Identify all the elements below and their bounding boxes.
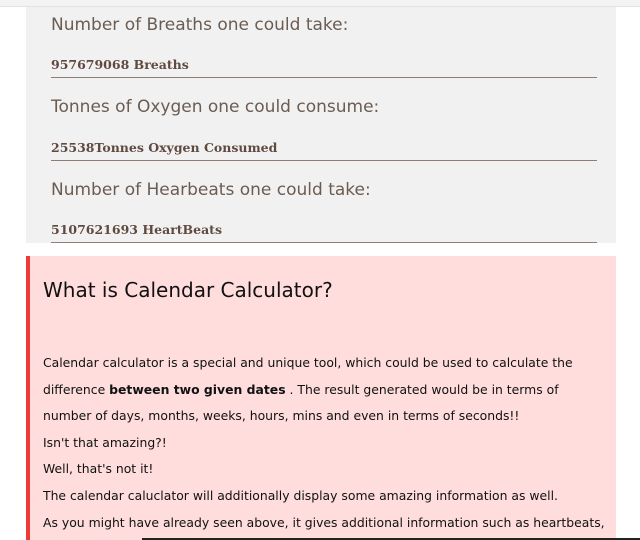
top-strip [0,0,640,7]
info-line-6: The calendar caluclator will additionally display some amazing information as well. [43,487,558,503]
info-line-3: number of days, months, weeks, hours, mins and even in terms of seconds!! [43,408,520,424]
heartbeats-label: Number of Hearbeats one could take: [51,180,371,200]
oxygen-value: 25538Tonnes Oxygen Consumed [51,140,278,155]
info-line-1: Calendar calculator is a special and unique tool, which could be used to calculate the [43,355,573,370]
heartbeats-value: 5107621693 HeartBeats [51,222,222,237]
info-line-2-start: difference [43,381,110,397]
info-body [43,350,613,536]
info-line-2 [43,377,613,404]
oxygen-divider [51,160,597,161]
calendar-calculator-info-card [26,256,616,540]
info-line-7: As you might have already seen above, it gives additional information such as heartbeats, [43,514,605,530]
info-line-4: Isn't that amazing?! [43,434,167,450]
info-title: What is Calendar Calculator? [43,278,333,302]
breaths-divider [51,77,597,78]
heartbeats-divider [51,242,597,243]
life-stats-card [26,7,616,243]
oxygen-label: Tonnes of Oxygen one could consume: [51,97,380,117]
breaths-value: 957679068 Breaths [51,57,189,72]
breaths-label: Number of Breaths one could take: [51,15,349,35]
info-line-2-end: . The result generated would be in terms of [285,381,559,397]
info-line-2-bold: between two given dates [109,381,286,397]
info-line-5: Well, that's not it! [43,461,154,477]
